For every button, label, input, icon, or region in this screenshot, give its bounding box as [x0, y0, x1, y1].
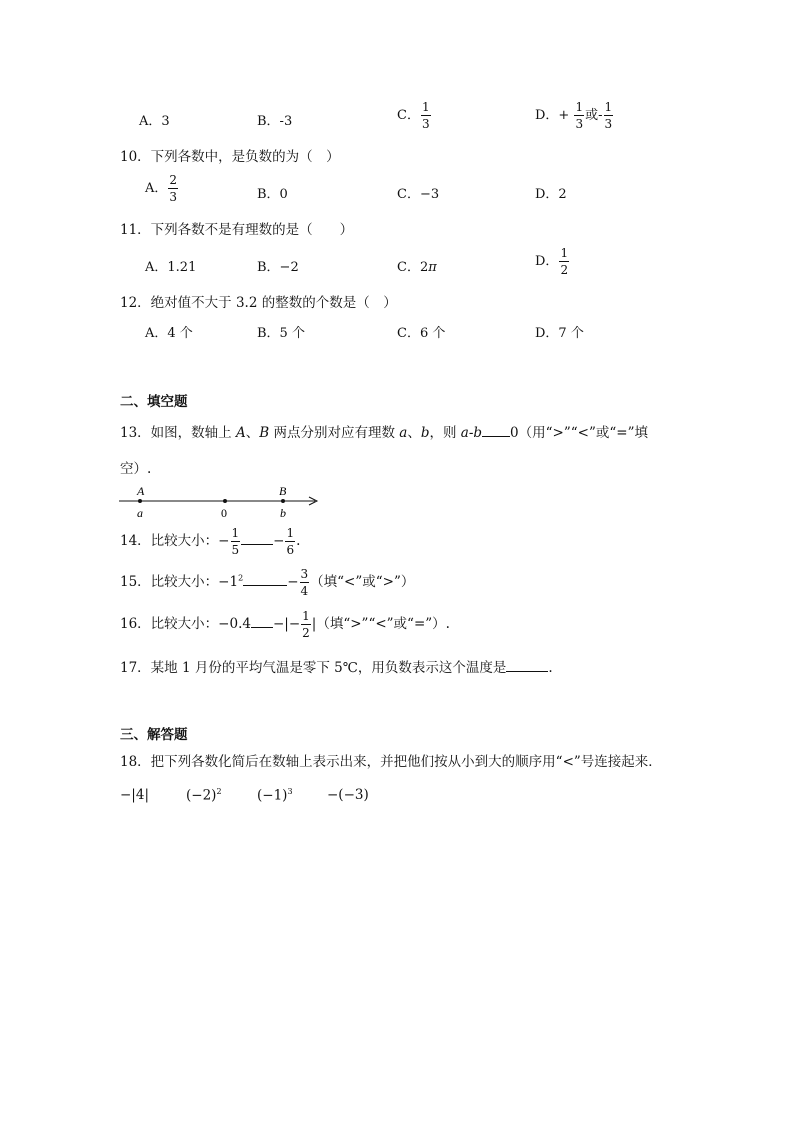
- answer-blank[interactable]: [243, 573, 287, 586]
- fraction-bar: [574, 115, 584, 116]
- text: |（填“>”“<”或“=”）.: [311, 616, 450, 632]
- option-prefix: D．: [535, 254, 559, 269]
- denominator: 3: [575, 117, 584, 131]
- origin-dot: [223, 499, 227, 503]
- text: ，则: [429, 425, 461, 441]
- value-b-label: b: [280, 506, 286, 520]
- point-b-label: B: [259, 425, 270, 441]
- text: 、: [245, 425, 260, 441]
- section-heading-solutions: 三、解答题: [120, 727, 188, 743]
- exponent: 2: [238, 573, 244, 583]
- option-prefix: C．: [397, 108, 420, 123]
- fraction: [574, 101, 584, 130]
- text: 14．比较大小：−: [120, 533, 230, 549]
- text: 16．比较大小：−0.4: [120, 616, 251, 632]
- numerator: 3: [300, 567, 309, 581]
- numerator: 1: [575, 100, 584, 114]
- origin-label: 0: [221, 506, 227, 520]
- pi-symbol: π: [428, 260, 437, 275]
- q11-option-b: B．−2: [257, 260, 299, 275]
- q17-stem: [120, 656, 553, 676]
- option-prefix: A．: [145, 181, 168, 196]
- q10-option-c: C．−3: [397, 187, 440, 202]
- q13-stem-line2: 空）.: [120, 461, 152, 477]
- numerator: 1: [604, 100, 613, 114]
- numerator: 1: [231, 526, 240, 540]
- exponent: 2: [216, 787, 222, 796]
- q13-stem: [120, 421, 648, 441]
- text: −|−: [272, 616, 301, 632]
- variable-a: a: [399, 425, 408, 441]
- text: （填“<”或“>”）: [310, 574, 415, 590]
- denominator: 5: [231, 543, 240, 557]
- text: −: [273, 533, 285, 549]
- q18-number-3: [257, 787, 293, 804]
- q11-option-d: [535, 247, 570, 276]
- variable-b: b: [420, 425, 430, 441]
- text: .: [296, 533, 301, 549]
- q18-number-4: −(−3): [327, 787, 369, 803]
- text: 、: [407, 425, 421, 441]
- answer-blank[interactable]: [506, 659, 548, 672]
- text: 15．比较大小：−1: [120, 574, 239, 590]
- text: −: [287, 574, 299, 590]
- denominator: 3: [421, 117, 430, 131]
- text: 0（用“>”“<”或“=”填: [510, 425, 648, 441]
- answer-blank[interactable]: [482, 424, 510, 437]
- fraction-bar: [421, 115, 431, 116]
- fraction-bar: [300, 582, 310, 583]
- point-a-dot: [138, 499, 142, 503]
- denominator: 2: [560, 263, 569, 277]
- value-a-label: a: [137, 506, 143, 520]
- denominator: 4: [300, 584, 309, 598]
- q11-option-a: A．1.21: [145, 260, 197, 275]
- text: 两点分别对应有理数: [269, 425, 400, 441]
- fraction: [300, 568, 310, 597]
- section-heading-fill-in: 二、填空题: [120, 394, 188, 410]
- fraction-bar: [168, 188, 178, 189]
- q12-option-d: D．7 个: [535, 326, 584, 341]
- denominator: 3: [604, 117, 613, 131]
- fraction: [168, 174, 178, 203]
- text: 13．如图，数轴上: [120, 425, 236, 441]
- denominator: 6: [286, 543, 295, 557]
- fraction: [285, 527, 295, 556]
- q18-number-1: −|4|: [120, 787, 149, 803]
- numerator: 2: [169, 173, 178, 187]
- q10-option-a: [145, 174, 179, 203]
- q12-stem: 12．绝对值不大于 3.2 的整数的个数是（ ）: [120, 295, 397, 311]
- option-prefix: D．+: [535, 108, 570, 123]
- q10-stem: 10．下列各数中，是负数的为（ ）: [120, 149, 340, 165]
- point-b-label: B: [279, 484, 287, 498]
- numerator: 1: [286, 526, 295, 540]
- q14-stem: [120, 527, 300, 556]
- q11-stem: 11．下列各数不是有理数的是（ ）: [120, 222, 354, 238]
- fraction-bar: [301, 624, 311, 625]
- or-text: 或-: [585, 108, 603, 123]
- fraction: [421, 101, 431, 130]
- q10-option-b: B．0: [257, 187, 288, 202]
- fraction: [231, 527, 241, 556]
- fraction: [604, 101, 614, 130]
- point-a-label: A: [137, 484, 145, 498]
- expression: a-b: [460, 425, 483, 441]
- fraction: [559, 247, 569, 276]
- denominator: 3: [169, 190, 178, 204]
- fraction-bar: [231, 541, 241, 542]
- denominator: 2: [302, 626, 310, 640]
- numerator: 1: [421, 100, 430, 114]
- text: 17．某地 1 月份的平均气温是零下 5℃，用负数表示这个温度是: [120, 660, 507, 676]
- fraction-bar: [285, 541, 295, 542]
- exponent: 3: [287, 787, 293, 796]
- numerator: 1: [560, 246, 569, 260]
- point-b-dot: [281, 499, 285, 503]
- q12-option-a: A．4 个: [145, 326, 193, 341]
- q9-option-d: [535, 101, 614, 130]
- answer-blank[interactable]: [241, 532, 273, 545]
- q9-option-a: A．3: [139, 114, 170, 129]
- fraction: [301, 610, 311, 639]
- option-prefix: C．2: [397, 260, 429, 275]
- q11-option-c: [397, 256, 437, 275]
- q9-option-c: [397, 101, 432, 130]
- numerator: 1: [302, 609, 310, 623]
- number-line-figure: [115, 482, 325, 522]
- q15-stem: [120, 568, 414, 597]
- q9-option-b: B．-3: [257, 114, 293, 129]
- text: .: [548, 660, 553, 676]
- q18-number-2: [186, 787, 222, 804]
- q12-option-c: C．6 个: [397, 326, 446, 341]
- q16-stem: [120, 610, 450, 639]
- q12-option-b: B．5 个: [257, 326, 305, 341]
- q10-option-d: D．2: [535, 187, 567, 202]
- answer-blank[interactable]: [251, 615, 273, 628]
- fraction-bar: [559, 261, 569, 262]
- q18-stem: 18．把下列各数化简后在数轴上表示出来，并把他们按从小到大的顺序用“<”号连接起来．: [120, 754, 662, 770]
- text: (−2): [186, 787, 217, 804]
- point-a-label: A: [235, 425, 246, 441]
- fraction-bar: [604, 115, 614, 116]
- text: (−1): [257, 787, 288, 804]
